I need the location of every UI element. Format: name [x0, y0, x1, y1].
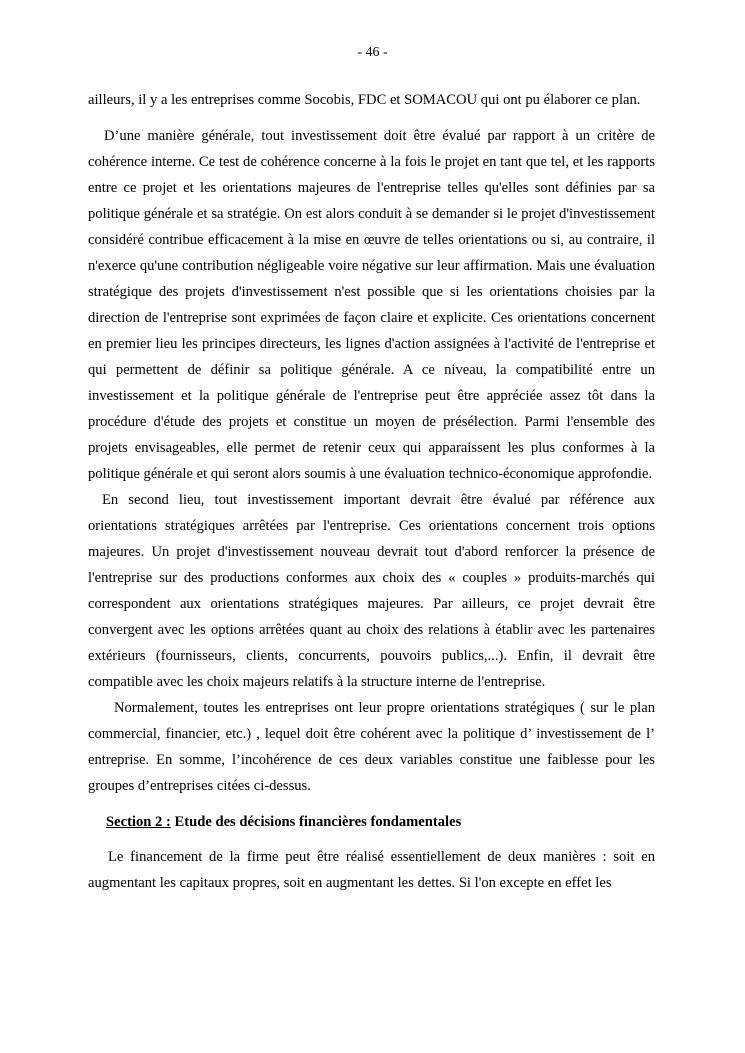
paragraph-internal-coherence: D’une manière générale, tout investissement doit être évalué par rapport à un critère de cohérence interne. Ce test de cohérence concerne à la fois le projet en tant que tel, et les rapports entre ce projet et les orientations majeures de l'entreprise telles qu'elles sont définies par sa politique générale et sa stratégie. On est alors conduit à se demander si le projet d'investissement considéré contribue efficacement à la mise en œuvre de telles orientations ou si, au contraire, il n'exerce qu'une contribution négligeable voire négative sur leur affirmation. Mais une évaluation stratégique des projets d'investissement n'est possible que si les orientations choisies par la direction de l'entreprise sont exprimées de façon claire et explicite. Ces orientations concernent en premier lieu les principes directeurs, les lignes d'action assignées à l'activité de l'entreprise et qui permettent de définir sa politique générale. A ce niveau, la compatibilité entre un investissement et la politique générale de l'entreprise peut être appréciée assez tôt dans la procédure d'étude des projets et constitue un moyen de présélection. Parmi l'ensemble des projets envisageables, elle permet de retenir ceux qui apparaissent les plus conformes à la politique générale et qui seront alors soumis à une évaluation technico-économique approfondie.: [88, 128, 655, 482]
section-heading: [88, 809, 655, 835]
paragraph-financing: Le financement de la firme peut être réalisé essentiellement de deux manières : soit en augmentant les capitaux propres, soit en augmentant les dettes. Si l'on excepte en effet les: [88, 849, 655, 891]
paragraph-normally: Normalement, toutes les entreprises ont leur propre orientations stratégiques ( sur le plan commercial, financier, etc.) , lequel doit être cohérent avec la politique d’ investissement de l’ entreprise. En somme, l’incohérence de ces deux variables constitue une faiblesse pour les groupes d’entreprises citées ci-dessus.: [88, 700, 655, 794]
paragraph-continuation: ailleurs, il y a les entreprises comme Socobis, FDC et SOMACOU qui ont pu élaborer ce plan.: [88, 92, 641, 108]
page-number: - 46 -: [357, 45, 388, 60]
section-title: Etude des décisions financières fondamentales: [170, 814, 462, 830]
paragraph-strategic-orientations: En second lieu, tout investissement important devrait être évalué par référence aux orientations stratégiques arrêtées par l'entreprise. Ces orientations concernent trois options majeures. Un projet d'investissement nouveau devrait tout d'abord renforcer la présence de l'entreprise sur des productions conformes aux choix des « couples » produits-marchés qui correspondent aux orientations stratégiques majeures. Par ailleurs, ce projet devrait être convergent avec les options arrêtées quant au choix des relations à établir avec les partenaires extérieurs (fournisseurs, clients, concurrents, pouvoirs publics,...). Enfin, il devrait être compatible avec les choix majeurs relatifs à la structure interne de l'entreprise.: [88, 492, 655, 690]
document-body: [88, 87, 655, 896]
section-label: Section 2 :: [106, 814, 171, 830]
